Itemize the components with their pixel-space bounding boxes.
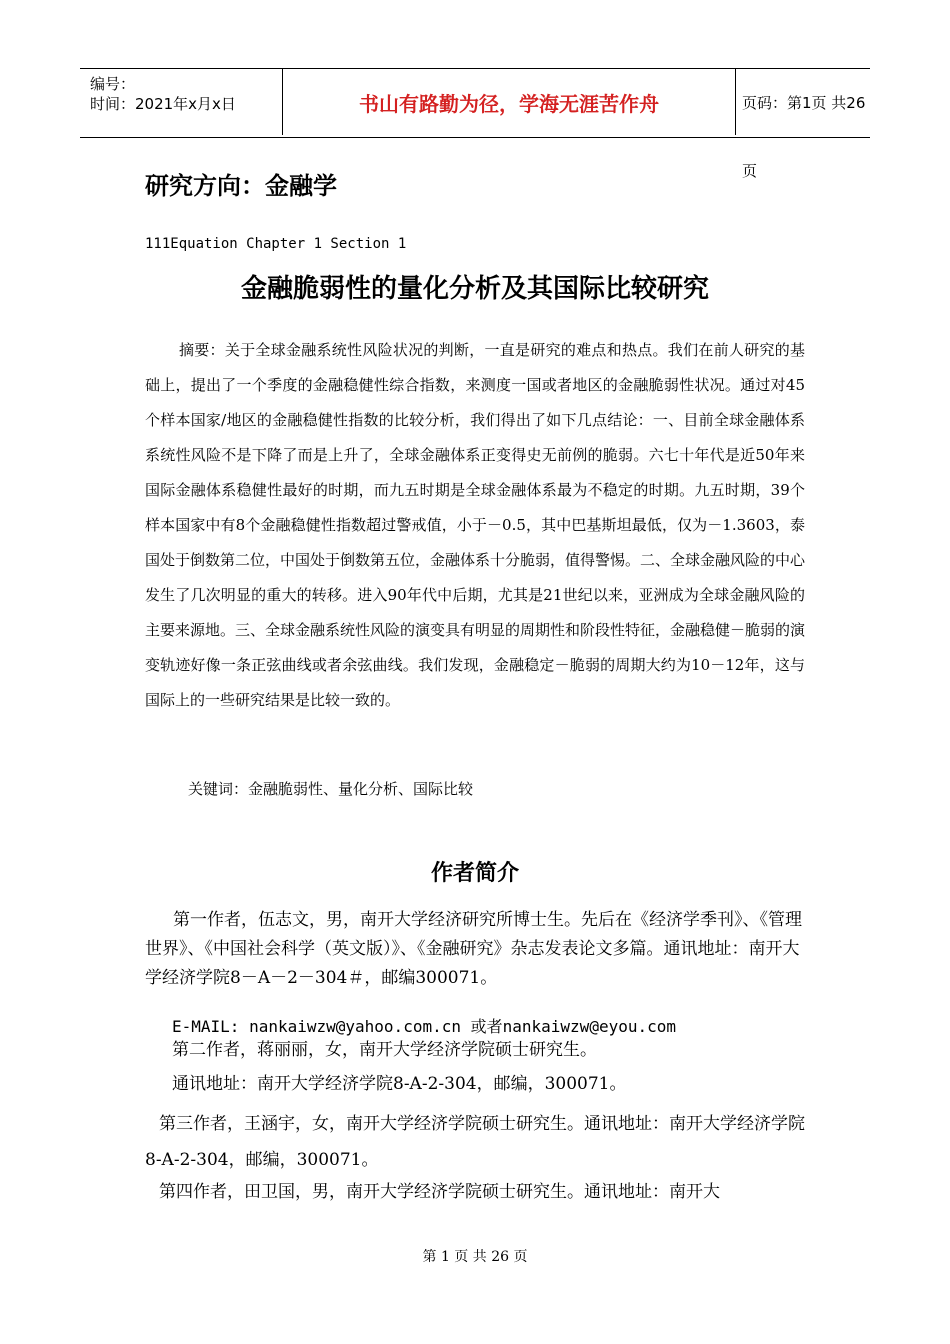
time-label: 时间：2021年x月x日 xyxy=(90,95,236,113)
equation-note: 111Equation Chapter 1 Section 1 xyxy=(145,236,407,252)
page-header xyxy=(80,68,870,180)
keywords: 关键词：金融脆弱性、量化分析、国际比较 xyxy=(188,780,474,798)
paper-title: 金融脆弱性的量化分析及其国际比较研究 xyxy=(240,274,709,304)
code-label: 编号： xyxy=(90,75,136,93)
research-direction: 研究方向：金融学 xyxy=(145,171,337,200)
author-second: 第二作者，蒋丽丽，女，南开大学经济学院硕士研究生。 xyxy=(172,1040,597,1060)
header-meta xyxy=(80,69,282,137)
header-motto: 书山有路勤为径，学海无涯苦作舟 xyxy=(282,69,736,135)
abstract xyxy=(145,333,805,718)
header-page-code: 页码：第1页 共26页 xyxy=(742,94,866,180)
author-fourth: 第四作者，田卫国，男，南开大学经济学院硕士研究生。通讯地址：南开大 xyxy=(159,1182,720,1202)
author-email: E-MAIL: nankaiwzw@yahoo.com.cn 或者nankaiwzw@eyou.com xyxy=(172,1017,677,1036)
abstract-text: 摘要：关于全球金融系统性风险状况的判断，一直是研究的难点和热点。我们在前人研究的基础上，提出了一个季度的金融稳健性综合指数，来测度一国或者地区的金融脆弱性状况。通过对45个样本国家/地区的金融稳健性指数的比较分析，我们得出了如下几点结论：一、目前全球金融体系系统性风险不是下降了而是上升了，全球金融体系正变得史无前例的脆弱。六七十年代是近50年来国际金融体系稳健性最好的时期，而九五时期是全球金融体系最为不稳定的时期。九五时期，39个样本国家中有8个金融稳健性指数超过警戒值，小于－0.5，其中巴基斯坦最低，仅为－1.3603，泰国处于倒数第二位，中国处于倒数第五位，金融体系十分脆弱，值得警惕。二、全球金融风险的中心发生了几次明显的重大的转移。进入90年代中后期，尤其是21世纪以来，亚洲成为全球金融风险的主要来源地。三、全球金融系统性风险的演变具有明显的周期性和阶段性特征，金融稳健－脆弱的演变轨迹好像一条正弦曲线或者余弦曲线。我们发现，金融稳定－脆弱的周期大约为10－12年，这与国际上的一些研究结果是比较一致的。 xyxy=(145,341,806,709)
author-third: 第三作者，王涵宇，女，南开大学经济学院硕士研究生。通讯地址：南开大学经济学院8-A-2-304，邮编，300071。 xyxy=(145,1114,805,1170)
author-first: 第一作者，伍志文，男，南开大学经济研究所博士生。先后在《经济学季刊》、《管理世界》、《中国社会科学（英文版）》、《金融研究》杂志发表论文多篇。通讯地址：南开大学经济学院8－A－2－304＃，邮编300071。 xyxy=(145,910,802,988)
page-footer: 第 1 页 共 26 页 xyxy=(422,1249,528,1265)
author-second-address: 通讯地址：南开大学经济学院8-A-2-304，邮编，300071。 xyxy=(172,1074,627,1094)
authors-heading: 作者简介 xyxy=(430,860,519,886)
